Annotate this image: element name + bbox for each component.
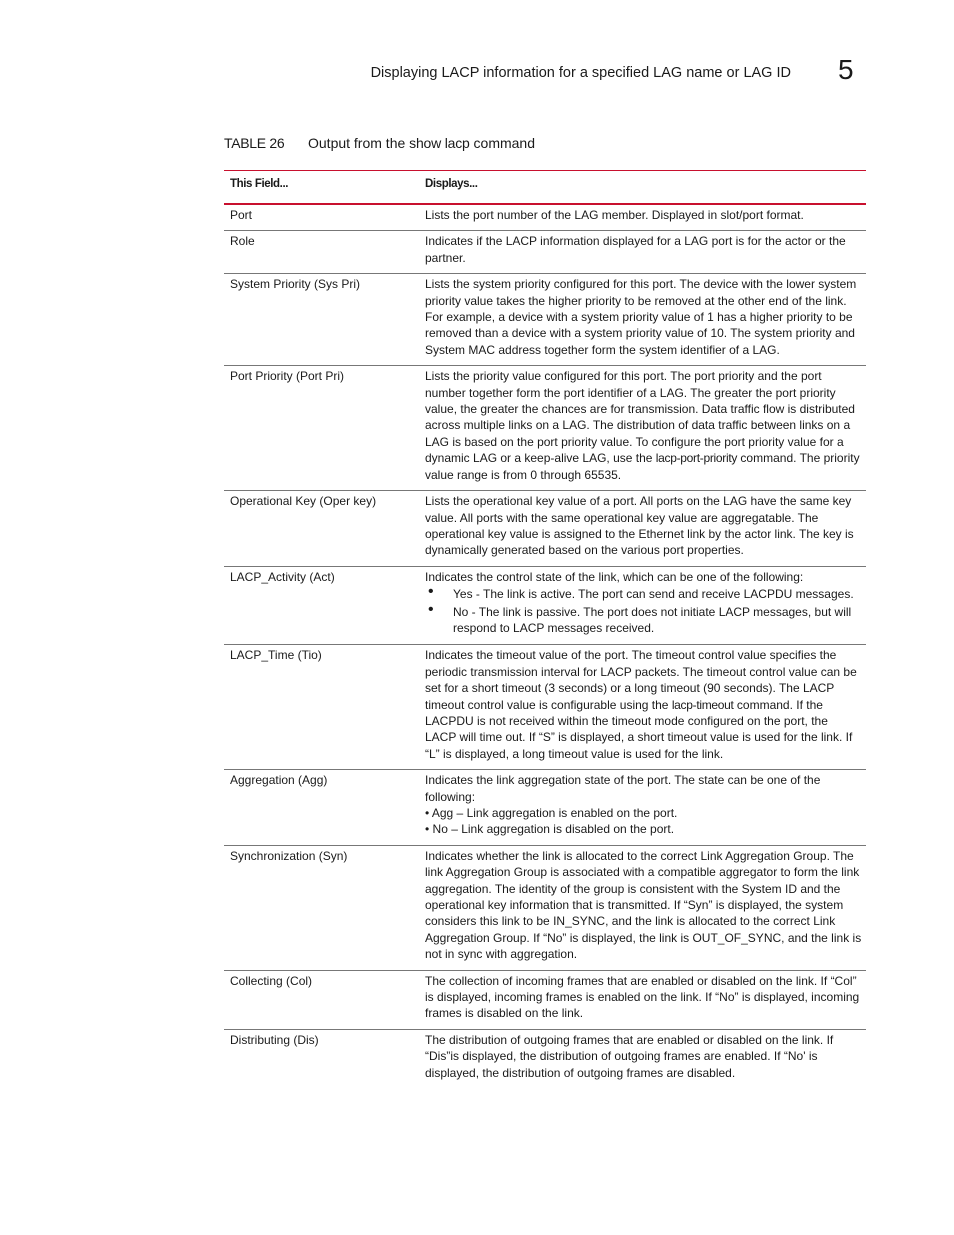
field-description: Lists the system priority configured for this port. The device with the lower system priority value takes the higher priority to be removed at the other end of the link. For example, a device with a system priority value of 1 has a higher priority to be removed than a device with a system priority value of 10. The system priority and System MAC address together form the system identifier of a LAG.	[419, 274, 866, 366]
state-line: • Agg – Link aggregation is enabled on the port.	[425, 806, 678, 820]
table-row	[224, 491, 866, 567]
table-caption-label: TABLE 26	[224, 135, 285, 151]
command-keyword: lacp-port-priority	[655, 451, 738, 466]
table-row	[224, 231, 866, 274]
bullet-item: • Yes - The link is active. The port can send and receive LACPDU messages.	[425, 586, 862, 602]
bullet-list	[425, 586, 862, 636]
field-description	[419, 566, 866, 645]
table-caption-text-after: command	[469, 135, 535, 151]
table-caption-command: show lacp	[409, 135, 470, 151]
field-description: The distribution of outgoing frames that are enabled or disabled on the link. If “Dis”is displayed, the distribution of outgoing frames are enabled. If “No' is displayed, the distribution of outgoing frames are disabled.	[425, 1032, 834, 1080]
field-name: Aggregation (Agg)	[224, 770, 419, 846]
field-description	[419, 645, 866, 770]
chapter-number: 5	[838, 54, 854, 85]
field-name: Synchronization (Syn)	[224, 845, 419, 970]
column-header-field: This Field...	[230, 178, 289, 190]
field-name: Role	[224, 231, 419, 274]
description-text: Lists the priority value configured for this port. The port priority and the port number together form the port identifier of a LAG. The greater the port priority value, the greater the chances are for transmission. Data traffic flow is distributed across multiple links on a LAG. The distribution of data traffic between links on a LAG is based on the port priority value. To configure the port priority value for a dynamic LAG or a keep-alive LAG, use the	[425, 369, 855, 466]
command-keyword: lacp-timeout	[671, 697, 734, 712]
show-lacp-output-table	[224, 170, 866, 1088]
table-caption-text-before: Output from the	[308, 135, 410, 151]
field-name: LACP_Activity (Act)	[224, 566, 419, 645]
field-description: Indicates whether the link is allocated to the correct Link Aggregation Group. The link Aggregation Group is associated with a compatible aggregator to form the link aggregation. The identity of the group is consistent with the System ID and the operational key information that is transmitted. If “Syn” is displayed, the system considers this link to be IN_SYNC, and the link is allocated to the correct Link Aggregation Group. If “No” is displayed, the link is OUT_OF_SYNC, and the link is not in sync with aggregation.	[419, 845, 866, 970]
table-header-row	[224, 171, 866, 205]
field-description: Lists the operational key value of a port. All ports on the LAG have the same key value. All ports with the same operational key value are aggregatable. The operational key value is assigned to the Ethernet link by the actor link. The key is dynamically generated based on the various port properties.	[419, 491, 866, 567]
field-description	[419, 770, 866, 846]
field-name: System Priority (Sys Pri)	[224, 274, 419, 366]
field-name: Collecting (Col)	[224, 970, 419, 1029]
table-row	[224, 1029, 866, 1088]
table-row	[224, 366, 866, 491]
field-name: Distributing (Dis)	[230, 1032, 319, 1047]
table-caption	[224, 135, 535, 151]
table-row	[224, 566, 866, 645]
description-text: Indicates the link aggregation state of the port. The state can be one of the following:	[425, 773, 821, 804]
field-description: Indicates if the LACP information displayed for a LAG port is for the actor or the partner.	[419, 231, 866, 274]
table-row	[224, 645, 866, 770]
bullet-item: • No - The link is passive. The port does not initiate LACP messages, but will respond to LACP messages received.	[425, 604, 862, 637]
field-name: Operational Key (Oper key)	[224, 491, 419, 567]
running-header-title: Displaying LACP information for a specified LAG name or LAG ID	[370, 65, 791, 81]
description-text: Indicates the control state of the link, which can be one of the following:	[425, 569, 804, 584]
table-row	[224, 274, 866, 366]
field-name: LACP_Time (Tio)	[224, 645, 419, 770]
field-description: Lists the port number of the LAG member. Displayed in slot/port format.	[419, 204, 866, 231]
field-description	[419, 366, 866, 491]
state-line: • No – Link aggregation is disabled on the port.	[425, 822, 675, 837]
table-row	[224, 970, 866, 1029]
field-name: Port Priority (Port Pri)	[224, 366, 419, 491]
table-row	[224, 204, 866, 231]
description-text: Indicates the timeout value of the port. The timeout control value specifies the periodic transmission interval for LACP packets. The timeout control value can be set for a short timeout (3 seconds) or a long timeout (90 seconds). The LACP timeout control value is configurable using the	[425, 648, 857, 712]
table-row	[224, 845, 866, 970]
description-text: command. The priority value range is from 0 through 65535.	[425, 451, 860, 482]
column-header-displays: Displays...	[425, 178, 478, 190]
description-text: command. If the LACPDU is not received within the timeout mode configured on the port, the LACP will time out. If “S” is displayed, a short timeout value is used for the link. If “L” is displayed, a long timeout value is used for the link.	[425, 697, 853, 761]
field-description: The collection of incoming frames that are enabled or disabled on the link. If “Col” is displayed, incoming frames is enabled on the link. If “No” is displayed, incoming frames is disabled on the link.	[419, 970, 866, 1029]
field-name: Port	[224, 204, 419, 231]
table-row	[224, 770, 866, 846]
